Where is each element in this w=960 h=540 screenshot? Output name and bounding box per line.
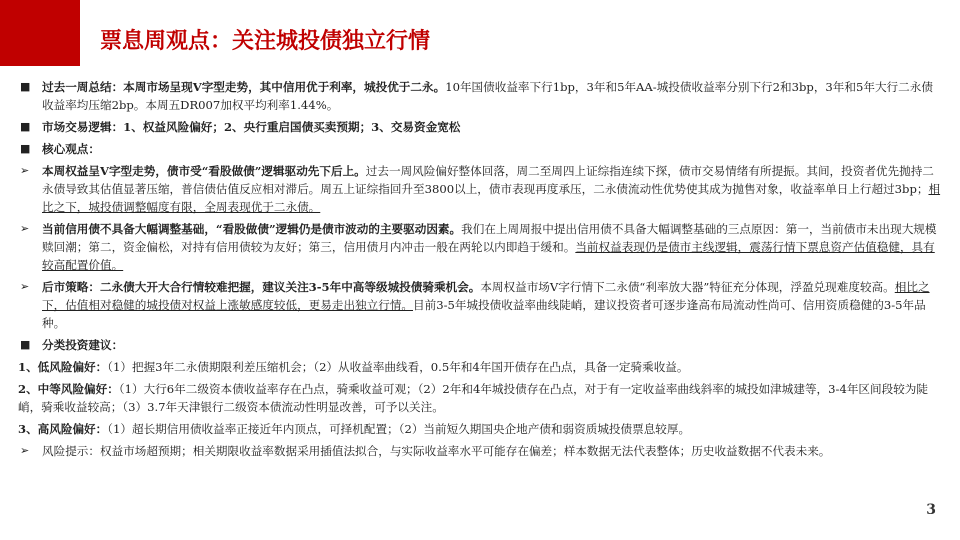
strategy-text-2: 目前3-5年城投债收益率曲线陡峭，建议投资者可逐步逢高布局流动性尚可、信用资质稳健的3-5年品种。 [42,298,926,330]
risk-warning-text: 风险提示：权益市场超预期；相关期限收益率数据采用插值法拟合，与实际收益率水平可能存在偏差；样本数据无法代表整体；历史收益数据不代表未来。 [42,444,831,458]
high-risk-bold: 3、高风险偏好： [18,422,108,436]
trading-logic-paragraph [18,118,942,136]
square-bullet-icon: ■ [20,338,31,351]
strategy-text: 本周权益市场V字行情下二永债“利率放大器”特征充分体现，浮盈兑现难度较高。 [480,280,895,294]
low-risk-bold: 1、低风险偏好： [18,360,108,374]
mid-risk-paragraph [18,380,942,416]
allocation-heading [18,336,942,354]
view-credit-paragraph [18,220,942,274]
content-body [18,78,942,464]
view-equity-text: 过去一周风险偏好整体回落，周二至周四上证综指连续下探，债市交易情绪有所提振。其间，投资者优先抛持二永债导致其估值显著压缩，普信债估值反应相对滞后。周五上证综指回升至3800以上，债市表现再度承压，二永债流动性优势使其成为抛售对象，收益率单日上行超过3bp； [42,164,934,196]
core-views-heading [18,140,942,158]
summary-paragraph [18,78,942,114]
risk-warning-paragraph [18,442,942,460]
mid-risk-text: （1）大行6年二级资本债收益率存在凸点，骑乘收益可观；（2）2年和4年城投债存在凸点，对于有一定收益率曲线斜率的城投如津城建等，3-4年区间段较为陡峭，骑乘收益较高；（3）3.7年天津银行二级资本债流动性明显改善，可予以关注。 [18,382,928,414]
square-bullet-icon: ■ [20,142,31,155]
high-risk-paragraph [18,420,942,438]
view-equity-bold: 本周权益呈V字型走势，债市受“看股做债”逻辑驱动先下后上。 [42,164,366,178]
view-credit-text: 我们在上周周报中提出信用债不具备大幅调整基础的三点原因：第一，当前债市未出现大规模赎回潮；第二，资金偏松，对持有信用债较为友好；第三，信用债月内冲击一般在两轮以内即趋于缓和。 [42,222,937,254]
summary-bold: 过去一周总结：本周市场呈现V字型走势，其中信用优于利率，城投优于二永。 [42,80,446,94]
page-number: 3 [926,502,936,518]
core-views-label: 核心观点： [42,142,100,156]
corner-accent-block [0,0,80,66]
page-title: 票息周观点：关注城投债独立行情 [100,29,431,54]
allocation-label: 分类投资建议： [42,338,124,352]
arrow-bullet-icon: ➢ [20,280,30,293]
square-bullet-icon: ■ [20,120,31,133]
strategy-bold: 后市策略：二永债大开大合行情较难把握，建议关注3-5年中高等级城投债骑乘机会。 [42,280,481,294]
arrow-bullet-icon: ➢ [20,444,30,457]
view-credit-bold: 当前信用债不具备大幅调整基础，“看股做债”逻辑仍是债市波动的主要驱动因素。 [42,222,462,236]
low-risk-text: （1）把握3年二永债期限利差压缩机会；（2）从收益率曲线看，0.5年和4年国开债存在凸点，具备一定骑乘收益。 [107,360,689,374]
arrow-bullet-icon: ➢ [20,164,30,177]
square-bullet-icon: ■ [20,80,31,93]
summary-text: 10年国债收益率下行1bp，3年和5年AA-城投债收益率分别下行2和3bp，3年和5年大行二永债收益率均压缩2bp。本周五DR007加权平均利率1.44%。 [42,80,933,112]
strategy-underline: 相比之下，估值相对稳健的城投债对权益上涨敏感度较低，更易走出独立行情。 [42,280,930,312]
low-risk-paragraph [18,358,942,376]
high-risk-text: （1）超长期信用债收益率正接近年内顶点，可择机配置；（2）当前短久期国央企地产债和弱资质城投债票息较厚。 [107,422,691,436]
strategy-paragraph [18,278,942,332]
view-equity-underline: 相比之下，城投债调整幅度有限，全周表现优于二永债。 [42,182,941,214]
view-credit-underline: 当前权益表现仍是债市主线逻辑，震荡行情下票息资产估值稳健，具有较高配置价值。 [42,240,935,272]
view-equity-paragraph [18,162,942,216]
arrow-bullet-icon: ➢ [20,222,30,235]
trading-logic-bold: 市场交易逻辑：1、权益风险偏好；2、央行重启国债买卖预期；3、交易资金宽松 [42,120,461,134]
mid-risk-bold: 2、中等风险偏好： [18,382,119,396]
